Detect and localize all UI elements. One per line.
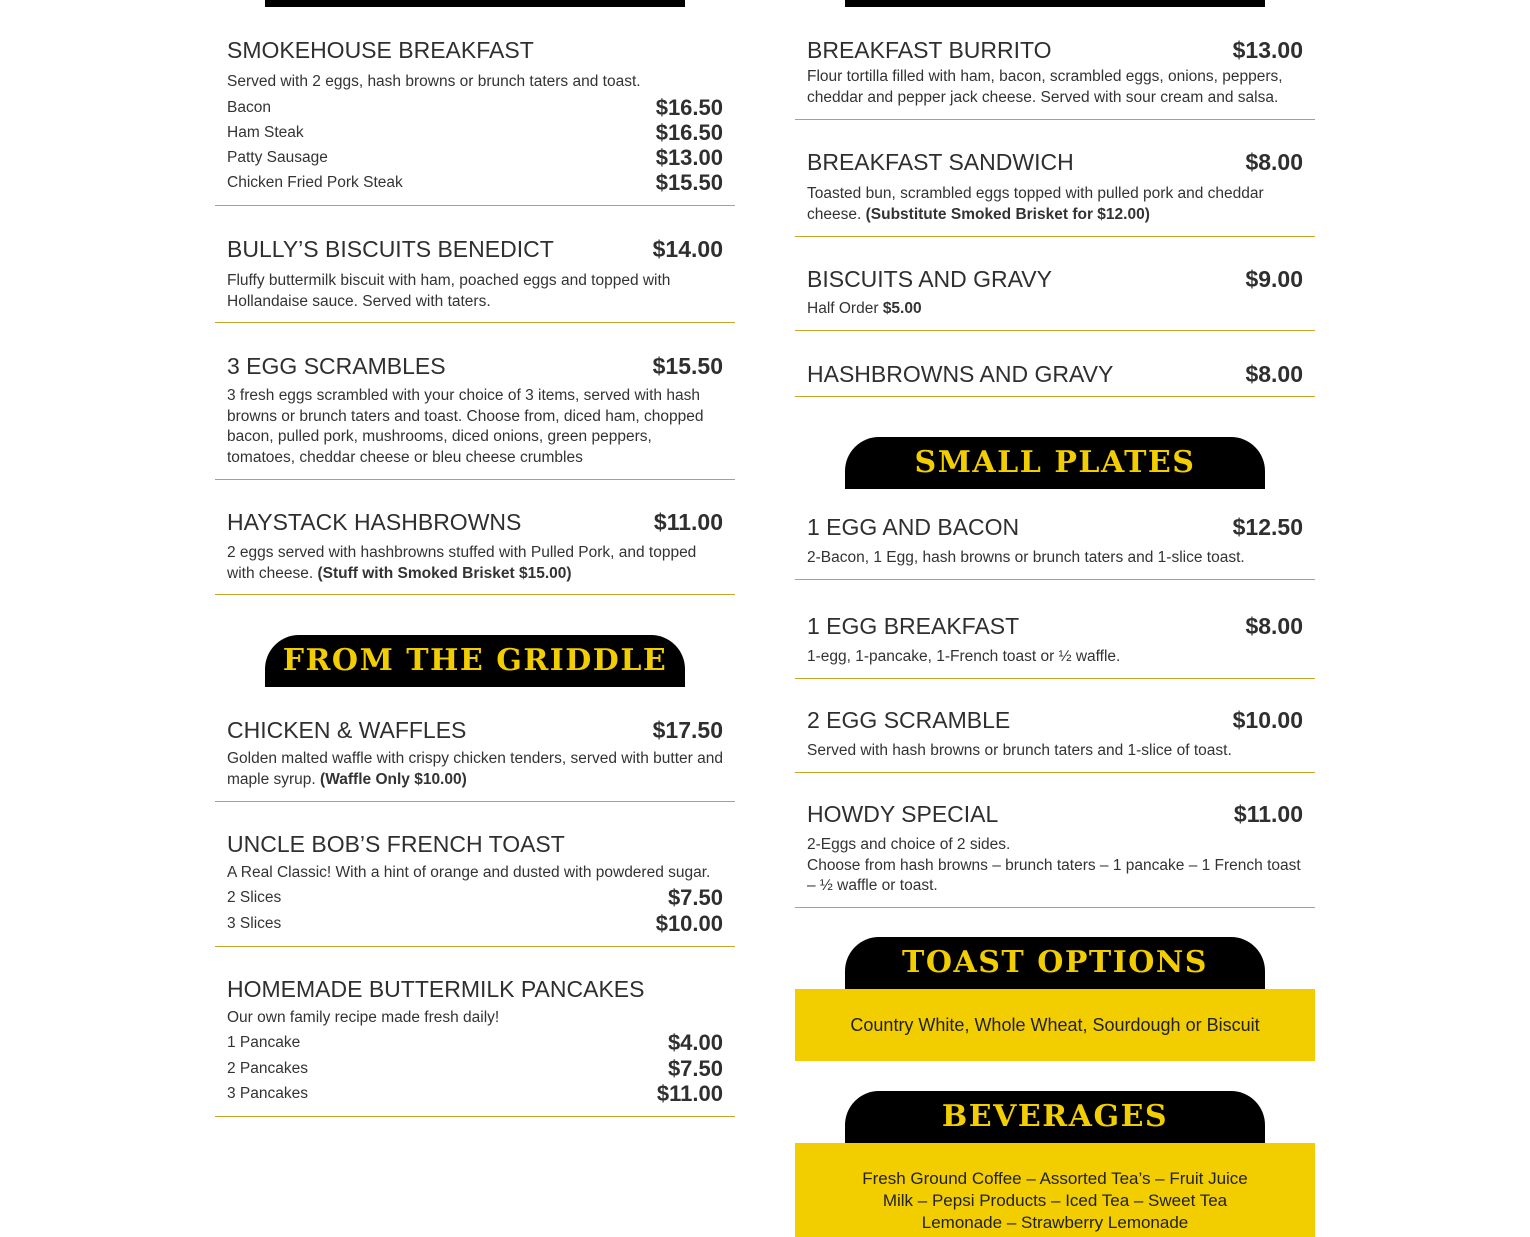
item-title: HAYSTACK HASHBROWNS: [227, 509, 522, 535]
item-description: [807, 184, 1303, 225]
item-price: $14.00: [652, 236, 723, 262]
menu-item-egg-breakfast: [795, 606, 1315, 679]
option-price: $15.50: [655, 170, 723, 195]
item-title: BULLY’S BISCUITS BENEDICT: [227, 236, 554, 262]
item-title: BREAKFAST SANDWICH: [807, 149, 1074, 175]
menu-item-breakfast-sandwich: [795, 142, 1315, 237]
menu-item-howdy-special: [795, 794, 1315, 908]
price-row: [227, 885, 723, 910]
item-title: 1 EGG BREAKFAST: [807, 613, 1020, 639]
item-description: 2-Bacon, 1 Egg, hash browns or brunch taters and 1-slice toast.: [807, 549, 1245, 566]
menu-item-egg-and-bacon: [795, 507, 1315, 580]
item-title: BREAKFAST BURRITO: [807, 37, 1052, 63]
item-description: Served with hash browns or brunch taters and 1-slice of toast.: [807, 742, 1232, 759]
menu-item-haystack-hashbrowns: [215, 502, 735, 595]
item-title: UNCLE BOB’S FRENCH TOAST: [227, 831, 565, 857]
item-description: Served with 2 eggs, hash browns or brunch taters and toast.: [227, 73, 641, 90]
item-price: $11.00: [1233, 801, 1303, 827]
item-description: 1-egg, 1-pancake, 1-French toast or ½ waffle.: [807, 648, 1121, 665]
item-price: $12.50: [1232, 514, 1303, 540]
menu-item-buttermilk-pancakes: [215, 969, 735, 1117]
item-description: [807, 299, 1303, 320]
section-banner-toast-options: TOAST OPTIONS: [845, 937, 1265, 989]
substitution-note: (Stuff with Smoked Brisket $15.00): [317, 564, 572, 582]
item-description: 3 fresh eggs scrambled with your choice of 3 items, served with hash browns or brunch taters and toast. Choose from, diced ham, chopped bacon, pulled pork, mushrooms, diced onions, green peppers, tomatoes, cheddar cheese or bleu cheese crumbles: [227, 387, 704, 466]
item-title: BISCUITS AND GRAVY: [807, 266, 1052, 292]
option-label: 1 Pancake: [227, 1034, 301, 1051]
item-title: 3 EGG SCRAMBLES: [227, 353, 446, 379]
item-title: 1 EGG AND BACON: [807, 514, 1020, 540]
option-price: $16.50: [655, 95, 723, 120]
section-banner-edge: [845, 0, 1265, 7]
item-description: A Real Classic! With a hint of orange and dusted with powdered sugar.: [227, 864, 711, 881]
price-row: [227, 1056, 723, 1081]
price-row: [227, 95, 723, 120]
option-label: 2 Pancakes: [227, 1060, 308, 1077]
menu-item-egg-scramble: [795, 700, 1315, 773]
menu-item-chicken-waffles: [215, 710, 735, 802]
item-description: [227, 749, 723, 790]
description-text: 2 eggs served with hashbrowns stuffed with Pulled Pork, and topped with cheese.: [227, 544, 697, 582]
toast-options-box: [795, 989, 1315, 1061]
option-price: $16.50: [655, 120, 723, 145]
option-price: $11.00: [656, 1081, 723, 1106]
item-description: [227, 543, 723, 584]
option-label: Chicken Fried Pork Steak: [227, 174, 403, 191]
beverage-line: Fresh Ground Coffee – Assorted Tea’s – Fruit Juice: [862, 1169, 1248, 1188]
price-row: [227, 170, 723, 195]
option-label: 2 Slices: [227, 889, 282, 906]
option-price: $13.00: [655, 145, 723, 170]
item-title: 2 EGG SCRAMBLE: [807, 707, 1011, 733]
item-description: Fluffy buttermilk biscuit with ham, poached eggs and topped with Hollandaise sauce. Served with taters.: [227, 272, 671, 310]
item-price: $8.00: [1245, 613, 1303, 639]
item-price: $11.00: [653, 509, 723, 535]
substitution-note: (Waffle Only $10.00): [320, 770, 467, 788]
option-label: 3 Pancakes: [227, 1085, 308, 1102]
option-label: Bacon: [227, 99, 271, 116]
beverage-line: Lemonade – Strawberry Lemonade: [921, 1213, 1189, 1232]
price-row: [227, 145, 723, 170]
menu-item-biscuits-benedict: [215, 229, 735, 323]
item-title: SMOKEHOUSE BREAKFAST: [227, 37, 534, 63]
option-price: $4.00: [667, 1030, 723, 1055]
description-text: Toasted bun, scrambled eggs topped with pulled pork and cheddar cheese.: [807, 185, 1264, 223]
item-title: HOMEMADE BUTTERMILK PANCAKES: [227, 976, 645, 1002]
item-title: CHICKEN & WAFFLES: [227, 717, 467, 743]
menu-item-french-toast: [215, 824, 735, 947]
toast-options-text: Country White, Whole Wheat, Sourdough or Biscuit: [850, 1015, 1260, 1035]
item-price: $8.00: [1245, 149, 1303, 175]
option-price: $7.50: [667, 1056, 723, 1081]
description-text: Half Order: [807, 300, 883, 317]
option-label: 3 Slices: [227, 915, 282, 932]
option-label: Ham Steak: [227, 124, 304, 141]
price-row: [227, 1030, 723, 1055]
menu-item-breakfast-burrito: [795, 30, 1315, 120]
half-order-price: $5.00: [882, 300, 922, 317]
item-title: HASHBROWNS AND GRAVY: [807, 361, 1114, 387]
description-line: 2-Eggs and choice of 2 sides.: [807, 836, 1011, 853]
item-description: [807, 835, 1303, 897]
item-price: $8.00: [1245, 361, 1303, 387]
item-description: Our own family recipe made fresh daily!: [227, 1009, 500, 1026]
description-line: Choose from hash browns – brunch taters – 1 pancake – 1 French toast – ½ waffle or toast.: [807, 856, 1301, 895]
item-price: $17.50: [652, 717, 723, 743]
price-row: [227, 911, 723, 936]
option-price: $10.00: [655, 911, 723, 936]
menu-item-egg-scrambles: [215, 346, 735, 480]
option-price: $7.50: [667, 885, 723, 910]
item-price: $9.00: [1245, 266, 1303, 292]
item-price: $15.50: [652, 353, 723, 379]
beverages-box: [795, 1143, 1315, 1237]
beverage-line: Milk – Pepsi Products – Iced Tea – Sweet Tea: [882, 1191, 1228, 1210]
price-row: [227, 1081, 723, 1106]
menu-item-smokehouse-breakfast: [215, 30, 735, 206]
section-banner-edge: [265, 0, 685, 7]
option-label: Patty Sausage: [227, 149, 328, 166]
section-banner-small-plates: SMALL PLATES: [845, 437, 1265, 489]
section-banner-beverages: BEVERAGES: [845, 1091, 1265, 1143]
section-banner-from-the-griddle: FROM THE GRIDDLE: [265, 635, 685, 687]
menu-item-biscuits-and-gravy: [795, 259, 1315, 331]
menu-item-hashbrowns-and-gravy: [795, 354, 1315, 397]
substitution-note: (Substitute Smoked Brisket for $12.00): [865, 205, 1150, 223]
item-description: Flour tortilla filled with ham, bacon, scrambled eggs, onions, peppers, cheddar and pepper jack cheese. Served with sour cream and salsa.: [807, 68, 1283, 106]
item-price: $13.00: [1232, 37, 1303, 63]
description-text: Golden malted waffle with crispy chicken tenders, served with butter and maple syrup.: [227, 750, 723, 788]
price-row: [227, 120, 723, 145]
item-price: $10.00: [1232, 707, 1303, 733]
item-title: HOWDY SPECIAL: [807, 801, 999, 827]
